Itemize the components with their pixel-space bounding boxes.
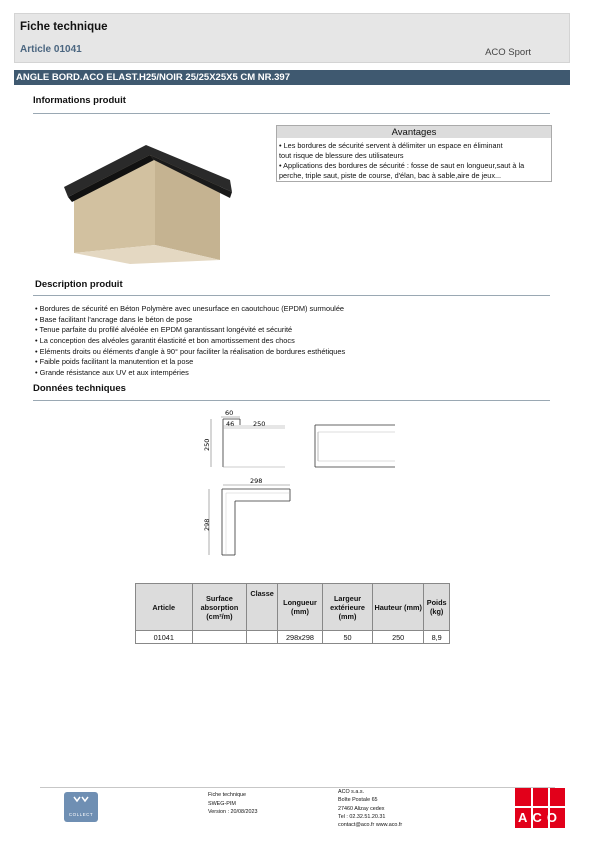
description-item: • Base facilitant l'ancrage dans le béton de pose [35,315,193,324]
footer-doc-line: SWEG-PIM [208,800,236,807]
product-title-band: ANGLE BORD.ACO ELAST.H25/NOIR 25/25X25X5 CM NR.397 [14,70,570,85]
advantage-line: • Les bordures de sécurité servent à délimiter un espace en éliminant [279,141,503,150]
footer-divider [40,787,555,788]
aco-logo [515,788,565,828]
footer-document-info [208,791,257,817]
section-divider [33,113,550,114]
section-divider [33,400,550,401]
footer-company-line: ACO s.a.s. [338,789,365,795]
table-cell: 298x298 [277,631,322,644]
spec-table [135,583,450,644]
table-cell: 50 [323,631,373,644]
table-header-cell: Surface absorption (cm²/m) [192,584,247,631]
table-header-cell: Classe [247,584,278,631]
footer-company-line: Tel : 02.32.51.20.31 [338,813,386,820]
badge-label: COLLECT [68,812,94,817]
footer-company-info [338,788,402,829]
article-number: Article 01041 [20,44,82,55]
chevrons-icon [73,796,89,804]
document-title: Fiche technique [20,21,108,33]
table-header-cell: Largeur extérieure (mm) [323,584,373,631]
table-header-cell: Article [136,584,193,631]
dim-plan-width-label: 298 [250,477,263,485]
description-item: • Eléments droits ou éléments d'angle à 90° pour faciliter la réalisation de bordures esthétiques [35,347,346,356]
description-item: • La conception des alvéoles garantit élasticité et bon amortissement des chocs [35,336,295,345]
logo-text: ACO [518,810,562,825]
description-item: • Faible poids facilitant la manutention et la pose [35,357,194,366]
advantages-box [276,125,552,182]
advantage-line: tout risque de blessure des utilisateurs [279,151,404,160]
table-cell [192,631,247,644]
table-header-cell: Longueur (mm) [277,584,322,631]
collect-badge [64,792,98,822]
table-row [136,631,450,644]
table-cell: 250 [373,631,424,644]
section-title-description: Description produit [35,279,123,290]
description-item: • Grande résistance aux UV et aux intempéries [35,368,189,377]
dim-plan-height-label: 298 [203,518,211,531]
table-cell: 8,9 [424,631,450,644]
product-image [60,140,240,266]
table-header-cell: Poids (kg) [424,584,450,631]
dim-inner-label: 46 [226,420,235,428]
advantage-line: perche, triple saut, piste de course, d'élan, bac à sable,aire de jeux... [279,171,502,180]
advantages-title: Avantages [277,126,551,138]
footer-company-line: 27460 Alizay cedex [338,805,385,812]
footer-company-line: contact@aco.fr www.aco.fr [338,822,403,829]
table-cell: 01041 [136,631,193,644]
footer-doc-line: Fiche technique [208,792,247,798]
footer-company-line: Boîte Postale 65 [338,797,378,804]
section-divider [33,295,550,296]
table-header-cell: Hauteur (mm) [373,584,424,631]
brand-name: ACO Sport [485,47,531,58]
footer-doc-line: Version : 20/08/2023 [208,809,258,815]
technical-drawing [195,405,395,565]
dim-top-label: 60 [225,409,234,417]
dim-length-label: 250 [253,420,266,428]
document-header [14,13,570,63]
description-item: • Tenue parfaite du profilé alvéolée en EPDM garantissant longévité et sécurité [35,325,293,334]
advantage-line: • Applications des bordures de sécurité : fosse de saut en longueur,saut à la [279,161,525,170]
dim-height-label: 250 [203,438,211,451]
description-item: • Bordures de sécurité en Béton Polymère avec unesurface en caoutchouc (EPDM) surmoulée [35,304,345,313]
section-title-technical: Données techniques [33,383,126,394]
section-title-info: Informations produit [33,95,126,106]
table-cell [247,631,278,644]
table-header-row [136,584,450,631]
